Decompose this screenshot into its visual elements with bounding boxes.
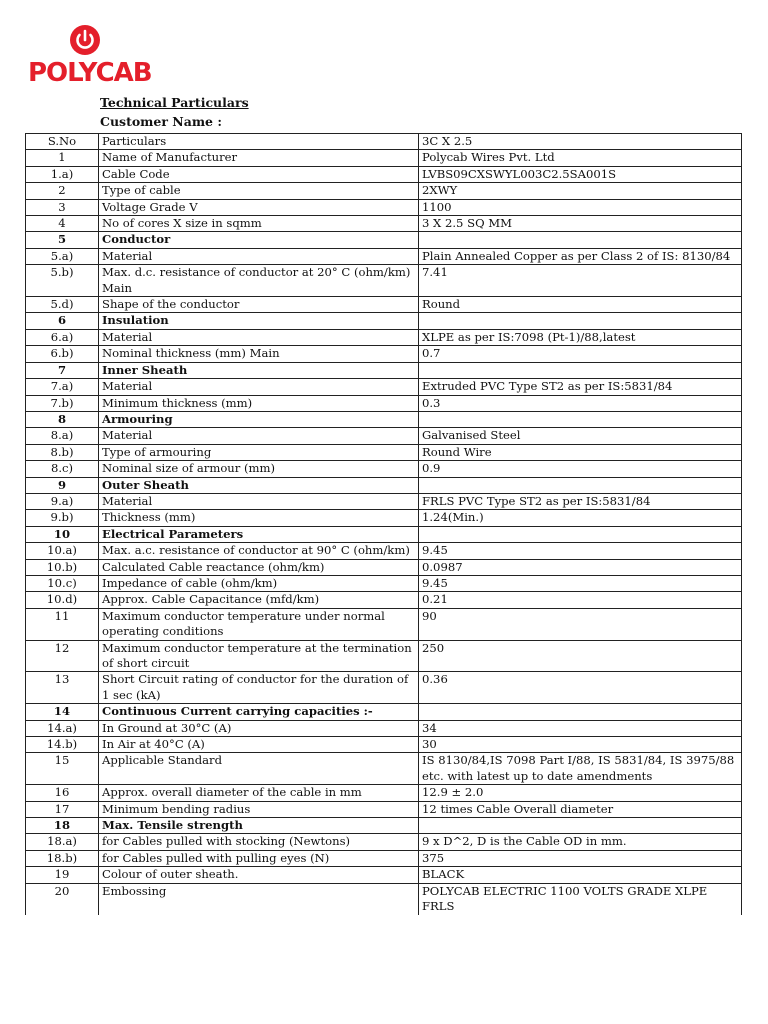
table-row xyxy=(26,134,742,150)
table-row xyxy=(26,592,742,608)
value-cell: LVBS09CXSWYL003C2.5SA001S xyxy=(419,166,742,182)
particular-cell: Cable Code xyxy=(99,166,419,182)
table-row xyxy=(26,265,742,297)
value-cell: 30 xyxy=(419,737,742,753)
value-cell xyxy=(419,704,742,720)
table-row xyxy=(26,867,742,883)
sno-cell: 14.a) xyxy=(26,720,99,736)
table-row xyxy=(26,785,742,801)
sno-cell: 18.b) xyxy=(26,850,99,866)
particular-cell: Type of cable xyxy=(99,183,419,199)
particular-cell: No of cores X size in sqmm xyxy=(99,216,419,232)
table-row xyxy=(26,543,742,559)
sno-cell: 10.b) xyxy=(26,559,99,575)
value-cell: Round Wire xyxy=(419,444,742,460)
particular-cell: Material xyxy=(99,379,419,395)
table-row xyxy=(26,493,742,509)
power-icon xyxy=(28,24,142,58)
particular-cell: Inner Sheath xyxy=(99,362,419,378)
polycab-logo xyxy=(28,24,152,94)
particular-cell: Applicable Standard xyxy=(99,753,419,785)
section-row xyxy=(26,411,742,427)
table-row xyxy=(26,297,742,313)
particular-cell: Outer Sheath xyxy=(99,477,419,493)
sno-cell: 20 xyxy=(26,883,99,914)
particular-cell: Shape of the conductor xyxy=(99,297,419,313)
value-cell: Polycab Wires Pvt. Ltd xyxy=(419,150,742,166)
particular-cell: Nominal size of armour (mm) xyxy=(99,461,419,477)
value-cell xyxy=(419,526,742,542)
value-cell: POLYCAB ELECTRIC 1100 VOLTS GRADE XLPE FRLS xyxy=(419,883,742,914)
table-row xyxy=(26,834,742,850)
value-cell: IS 8130/84,IS 7098 Part I/88, IS 5831/84, IS 3975/88 etc. with latest up to date amendments xyxy=(419,753,742,785)
table-row xyxy=(26,640,742,672)
sno-cell: 8.b) xyxy=(26,444,99,460)
value-cell: 0.7 xyxy=(419,346,742,362)
sno-cell: 8.a) xyxy=(26,428,99,444)
value-cell: 9.45 xyxy=(419,575,742,591)
logo-wordmark: POLYCAB xyxy=(28,58,152,88)
value-cell: Round xyxy=(419,297,742,313)
sno-cell: 6.b) xyxy=(26,346,99,362)
value-cell: 3C X 2.5 xyxy=(419,134,742,150)
value-cell: 90 xyxy=(419,608,742,640)
sno-cell: 11 xyxy=(26,608,99,640)
value-cell: Galvanised Steel xyxy=(419,428,742,444)
value-cell: 0.3 xyxy=(419,395,742,411)
table-row xyxy=(26,379,742,395)
sno-cell: 17 xyxy=(26,801,99,817)
particular-cell: Calculated Cable reactance (ohm/km) xyxy=(99,559,419,575)
particular-cell: Embossing xyxy=(99,883,419,914)
value-cell: 0.21 xyxy=(419,592,742,608)
particular-cell: Max. a.c. resistance of conductor at 90° C (ohm/km) xyxy=(99,543,419,559)
particular-cell: Minimum bending radius xyxy=(99,801,419,817)
value-cell: Extruded PVC Type ST2 as per IS:5831/84 xyxy=(419,379,742,395)
table-row xyxy=(26,199,742,215)
table-row xyxy=(26,329,742,345)
value-cell: 2XWY xyxy=(419,183,742,199)
value-cell xyxy=(419,232,742,248)
sno-cell: 7.a) xyxy=(26,379,99,395)
sno-cell: 8.c) xyxy=(26,461,99,477)
section-row xyxy=(26,526,742,542)
value-cell: FRLS PVC Type ST2 as per IS:5831/84 xyxy=(419,493,742,509)
table-row xyxy=(26,461,742,477)
value-cell xyxy=(419,411,742,427)
particular-cell: Maximum conductor temperature under normal operating conditions xyxy=(99,608,419,640)
table-row xyxy=(26,737,742,753)
sno-cell: 6 xyxy=(26,313,99,329)
sno-cell: 1.a) xyxy=(26,166,99,182)
table-row xyxy=(26,720,742,736)
particular-cell: Approx. Cable Capacitance (mfd/km) xyxy=(99,592,419,608)
sno-cell: 10.a) xyxy=(26,543,99,559)
sno-cell: 19 xyxy=(26,867,99,883)
particular-cell: Minimum thickness (mm) xyxy=(99,395,419,411)
sno-cell: 5.b) xyxy=(26,265,99,297)
table-row xyxy=(26,575,742,591)
sno-cell: 9.a) xyxy=(26,493,99,509)
sno-cell: 13 xyxy=(26,672,99,704)
section-row xyxy=(26,818,742,834)
table-row xyxy=(26,428,742,444)
value-cell: 0.0987 xyxy=(419,559,742,575)
value-cell: Plain Annealed Copper as per Class 2 of IS: 8130/84 xyxy=(419,248,742,264)
table-row xyxy=(26,801,742,817)
sno-cell: 5.d) xyxy=(26,297,99,313)
value-cell: 12 times Cable Overall diameter xyxy=(419,801,742,817)
particular-cell: Material xyxy=(99,428,419,444)
particular-cell: Voltage Grade V xyxy=(99,199,419,215)
particular-cell: Impedance of cable (ohm/km) xyxy=(99,575,419,591)
sno-cell: 1 xyxy=(26,150,99,166)
particular-cell: Approx. overall diameter of the cable in mm xyxy=(99,785,419,801)
sno-cell: 18.a) xyxy=(26,834,99,850)
value-cell: BLACK xyxy=(419,867,742,883)
particular-cell: Continuous Current carrying capacities :- xyxy=(99,704,419,720)
value-cell: 9 x D^2, D is the Cable OD in mm. xyxy=(419,834,742,850)
particular-cell: Name of Manufacturer xyxy=(99,150,419,166)
table-row xyxy=(26,216,742,232)
document-title: Technical Particulars xyxy=(100,95,249,110)
particular-cell: Nominal thickness (mm) Main xyxy=(99,346,419,362)
table-row xyxy=(26,395,742,411)
particular-cell: Maximum conductor temperature at the termination of short circuit xyxy=(99,640,419,672)
sno-cell: 5.a) xyxy=(26,248,99,264)
particular-cell: Colour of outer sheath. xyxy=(99,867,419,883)
particular-cell: Material xyxy=(99,329,419,345)
particular-cell: Type of armouring xyxy=(99,444,419,460)
table-row xyxy=(26,883,742,914)
particular-cell: Material xyxy=(99,248,419,264)
table-row xyxy=(26,753,742,785)
value-cell xyxy=(419,477,742,493)
value-cell: 12.9 ± 2.0 xyxy=(419,785,742,801)
sno-cell: 10.d) xyxy=(26,592,99,608)
sno-cell: 9.b) xyxy=(26,510,99,526)
value-cell xyxy=(419,818,742,834)
table-row xyxy=(26,248,742,264)
table-row xyxy=(26,444,742,460)
technical-particulars-table xyxy=(25,133,742,915)
sno-cell: 14.b) xyxy=(26,737,99,753)
table-row xyxy=(26,608,742,640)
sno-cell: 8 xyxy=(26,411,99,427)
sno-cell: 18 xyxy=(26,818,99,834)
table-row xyxy=(26,150,742,166)
sno-cell: 10.c) xyxy=(26,575,99,591)
particular-cell: In Air at 40°C (A) xyxy=(99,737,419,753)
value-cell: XLPE as per IS:7098 (Pt-1)/88,latest xyxy=(419,329,742,345)
sno-cell: 12 xyxy=(26,640,99,672)
value-cell: 250 xyxy=(419,640,742,672)
sno-cell: 16 xyxy=(26,785,99,801)
sno-cell: 7.b) xyxy=(26,395,99,411)
table-row xyxy=(26,850,742,866)
value-cell: 0.36 xyxy=(419,672,742,704)
particular-cell: Armouring xyxy=(99,411,419,427)
particular-cell: Max. d.c. resistance of conductor at 20° C (ohm/km) Main xyxy=(99,265,419,297)
particular-cell: Insulation xyxy=(99,313,419,329)
value-cell: 9.45 xyxy=(419,543,742,559)
sno-cell: 14 xyxy=(26,704,99,720)
section-row xyxy=(26,704,742,720)
particular-cell: Short Circuit rating of conductor for the duration of 1 sec (kA) xyxy=(99,672,419,704)
section-row xyxy=(26,313,742,329)
customer-name-label: Customer Name : xyxy=(100,114,222,129)
sno-cell: 10 xyxy=(26,526,99,542)
section-row xyxy=(26,362,742,378)
sno-cell: 6.a) xyxy=(26,329,99,345)
value-cell: 1.24(Min.) xyxy=(419,510,742,526)
value-cell: 0.9 xyxy=(419,461,742,477)
sno-cell: 7 xyxy=(26,362,99,378)
table-row xyxy=(26,510,742,526)
particular-cell: for Cables pulled with pulling eyes (N) xyxy=(99,850,419,866)
value-cell: 3 X 2.5 SQ MM xyxy=(419,216,742,232)
sno-cell: 4 xyxy=(26,216,99,232)
sno-cell: S.No xyxy=(26,134,99,150)
table-row xyxy=(26,672,742,704)
value-cell: 34 xyxy=(419,720,742,736)
value-cell xyxy=(419,313,742,329)
sno-cell: 5 xyxy=(26,232,99,248)
section-row xyxy=(26,477,742,493)
sno-cell: 15 xyxy=(26,753,99,785)
particular-cell: Thickness (mm) xyxy=(99,510,419,526)
value-cell: 7.41 xyxy=(419,265,742,297)
sno-cell: 9 xyxy=(26,477,99,493)
value-cell: 1100 xyxy=(419,199,742,215)
particular-cell: Conductor xyxy=(99,232,419,248)
table-row xyxy=(26,559,742,575)
particular-cell: Max. Tensile strength xyxy=(99,818,419,834)
table-row xyxy=(26,183,742,199)
table-row xyxy=(26,166,742,182)
sno-cell: 2 xyxy=(26,183,99,199)
particular-cell: Electrical Parameters xyxy=(99,526,419,542)
value-cell: 375 xyxy=(419,850,742,866)
particular-cell: Material xyxy=(99,493,419,509)
value-cell xyxy=(419,362,742,378)
particular-cell: Particulars xyxy=(99,134,419,150)
particular-cell: In Ground at 30°C (A) xyxy=(99,720,419,736)
table-row xyxy=(26,346,742,362)
particular-cell: for Cables pulled with stocking (Newtons) xyxy=(99,834,419,850)
sno-cell: 3 xyxy=(26,199,99,215)
section-row xyxy=(26,232,742,248)
